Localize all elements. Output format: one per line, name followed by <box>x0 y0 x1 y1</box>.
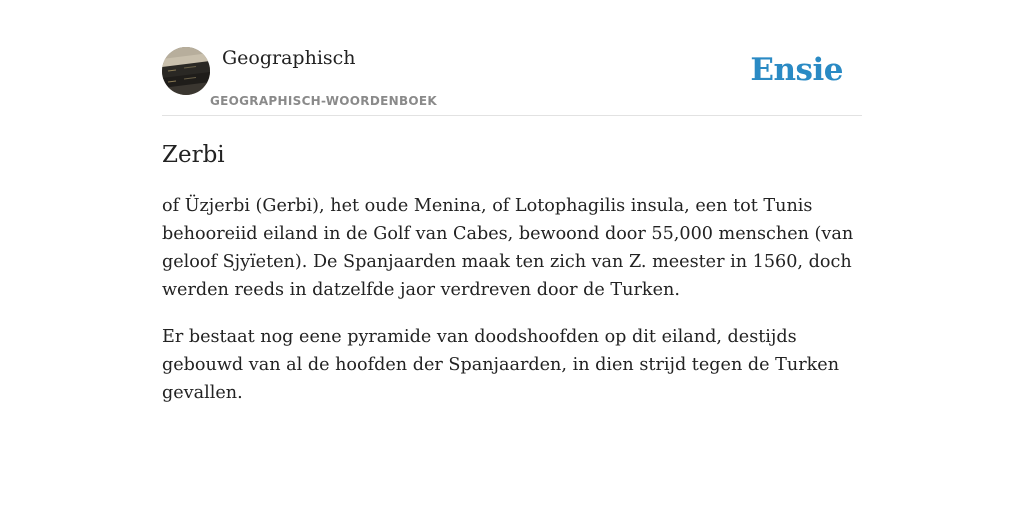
source-avatar[interactable] <box>162 47 210 95</box>
source-slug[interactable]: GEOGRAPHISCH-WOORDENBOEK <box>210 94 437 108</box>
entry-paragraph: Er bestaat nog eene pyramide van doodshoofden op dit eiland, destijds gebouwd van al de hoofden der Spanjaarden, in dien strijd tegen de Turken gevallen. <box>162 327 840 403</box>
book-spines-avatar-icon <box>162 47 210 95</box>
source-title[interactable]: Geographisch <box>222 47 356 69</box>
entry-paragraph: of Üzjerbi (Gerbi), het oude Menina, of Lotophagilis insula, een tot Tunis behooreiid eiland in de Golf van Cabes, bewoond door 55,000 menschen (van geloof Sjyïeten). De Spanjaarden maak ten zich van Z. meester in 1560, doch werden reeds in datzelfde jaor verdreven door de Turken. <box>162 196 854 300</box>
page <box>162 0 862 512</box>
ensie-logo[interactable]: Ensie <box>750 52 843 88</box>
entry-body <box>162 192 862 426</box>
source-header <box>162 0 862 116</box>
entry-title: Zerbi <box>162 142 225 168</box>
